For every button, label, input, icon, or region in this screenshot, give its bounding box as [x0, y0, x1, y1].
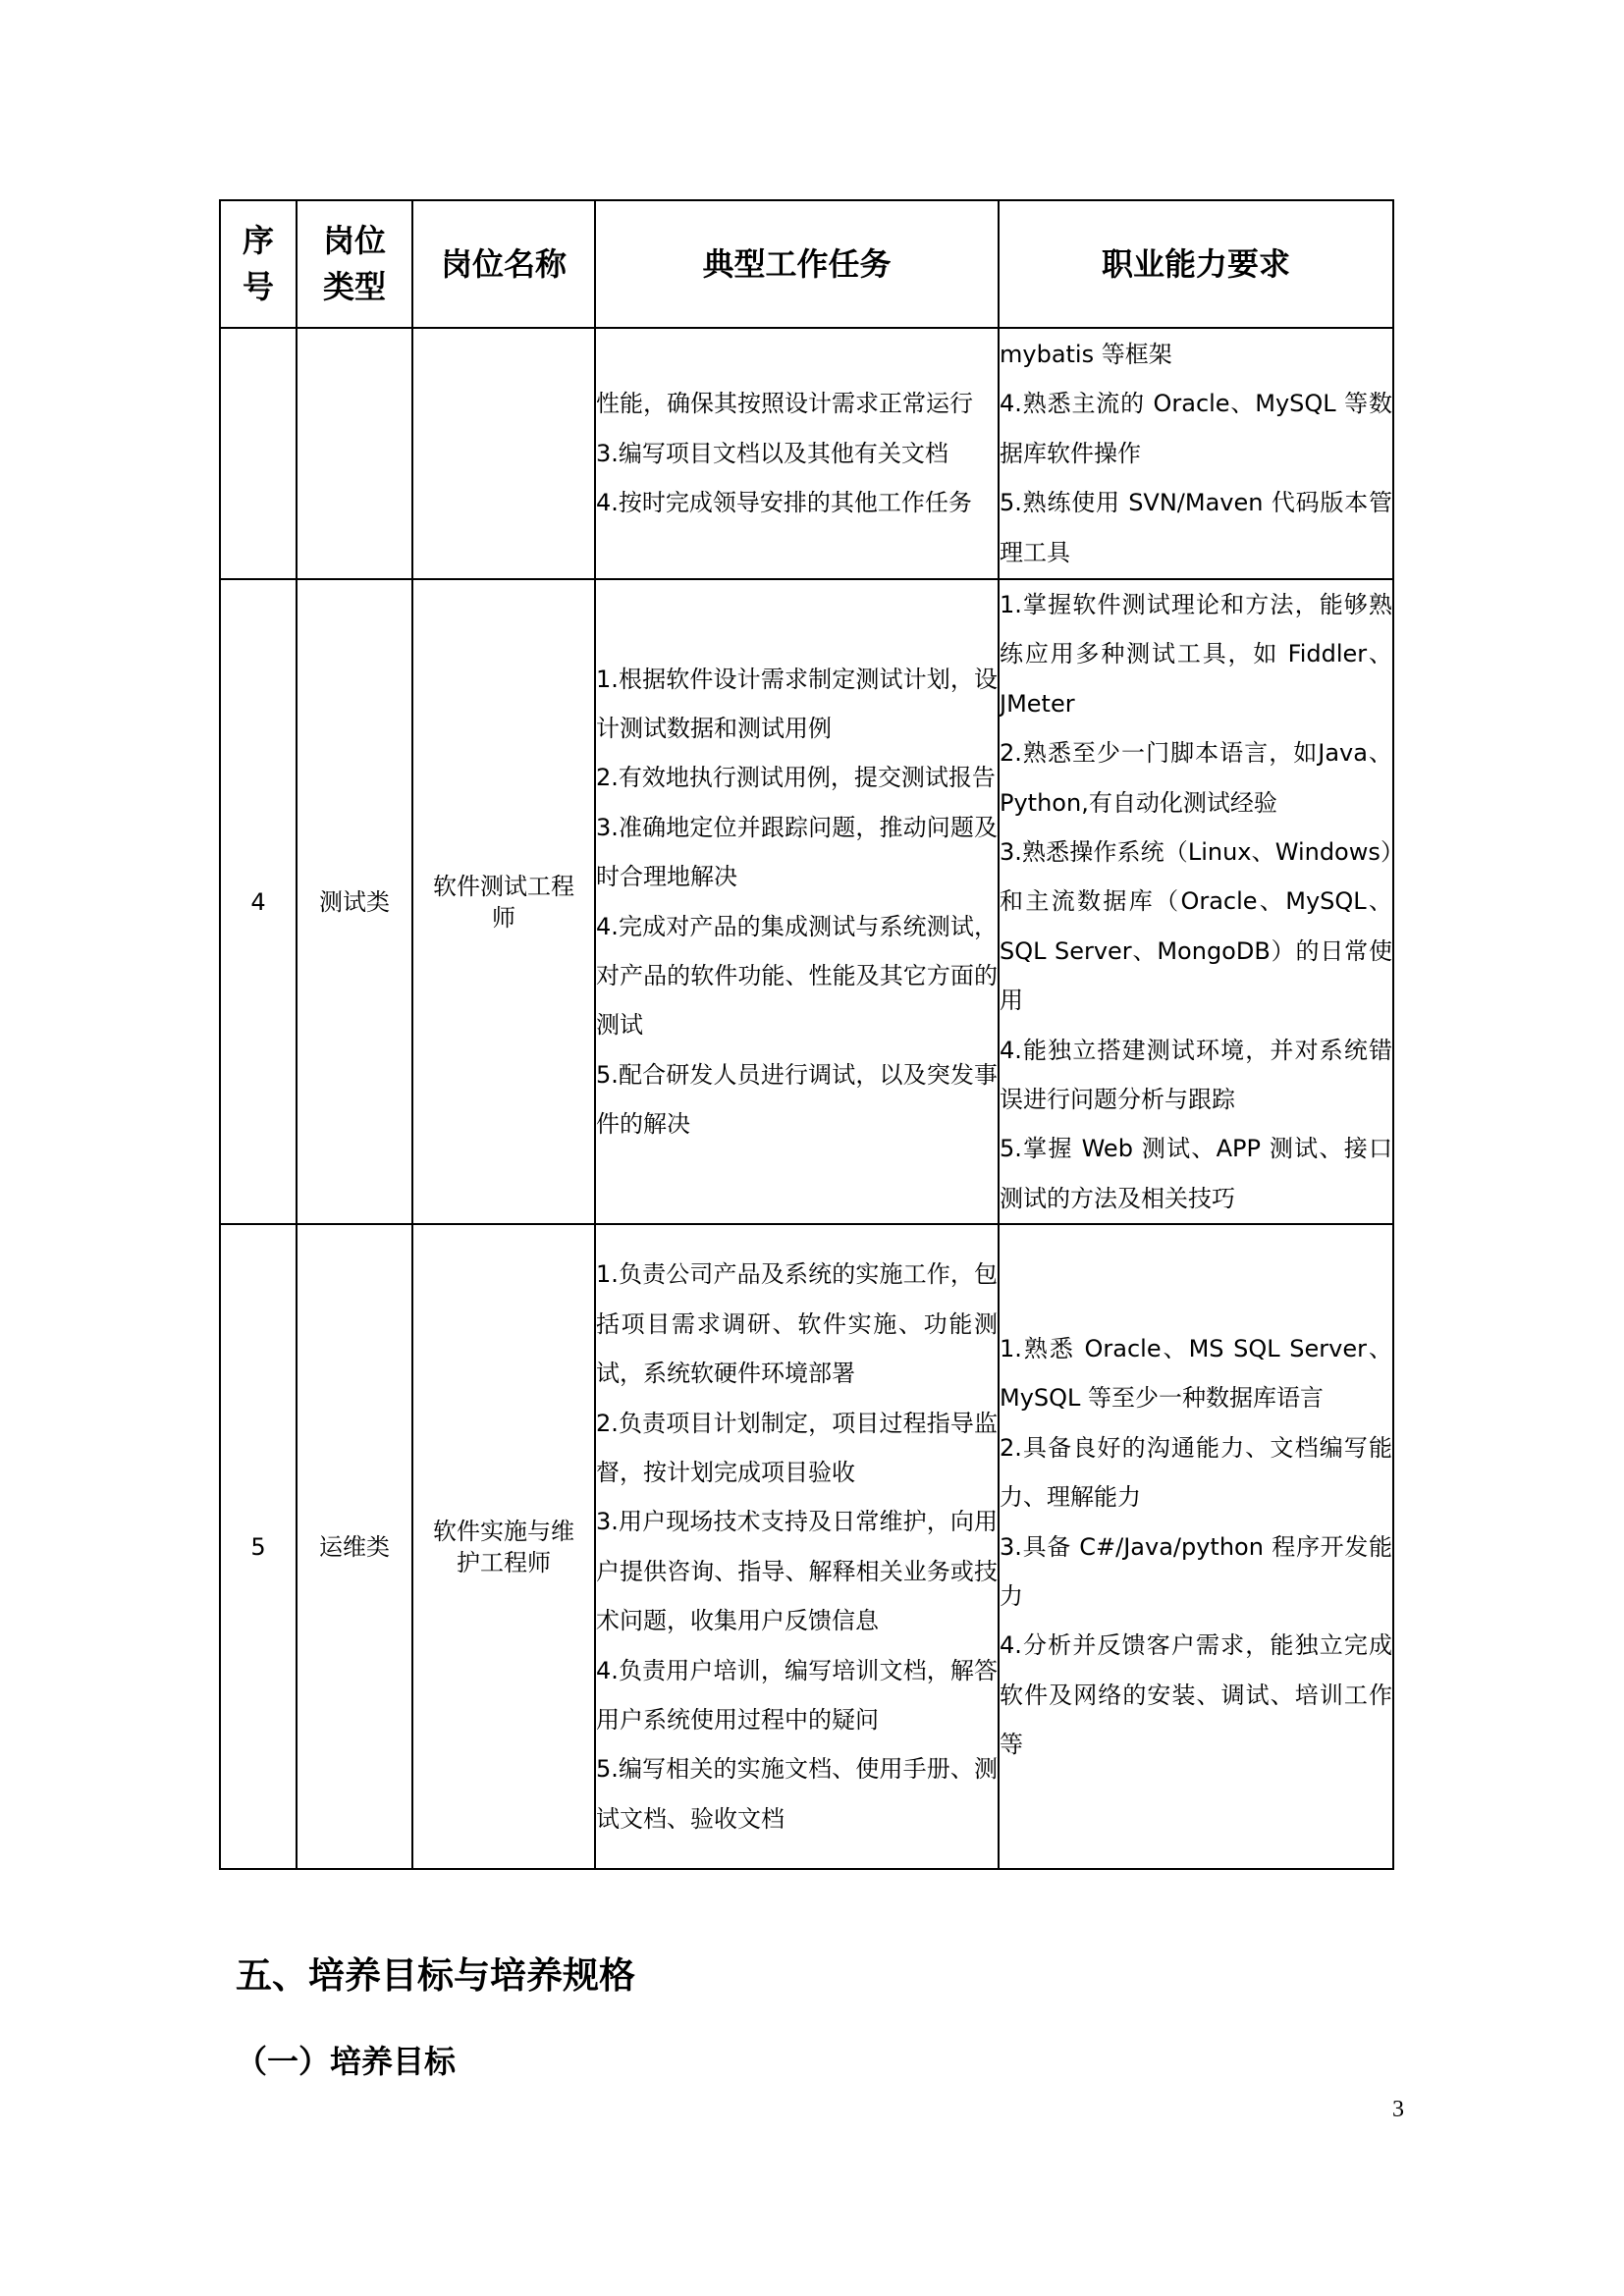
task-item: 性能，确保其按照设计需求正常运行	[596, 390, 973, 418]
row-category	[297, 328, 412, 579]
row-post: 软件实施与维护工程师	[412, 1224, 595, 1869]
ability-item: 2.熟悉至少一门脚本语言，如Java、Python,有自动化测试经验	[1000, 739, 1392, 817]
row-no	[220, 328, 297, 579]
table-row	[220, 579, 1393, 1224]
header-abilities: 职业能力要求	[999, 200, 1393, 328]
row-post: 软件测试工程师	[412, 579, 595, 1224]
task-item: 3.用户现场技术支持及日常维护，向用户提供咨询、指导、解释相关业务或技术问题，收集用户反馈信息	[596, 1508, 998, 1635]
header-post: 岗位名称	[412, 200, 595, 328]
ability-item: 4.能独立搭建测试环境，并对系统错误进行问题分析与跟踪	[1000, 1036, 1392, 1114]
task-item: 1.根据软件设计需求制定测试计划，设计测试数据和测试用例	[596, 665, 998, 743]
ability-item: 3.具备 C#/Java/python 程序开发能力	[1000, 1532, 1392, 1610]
task-item: 5.配合研发人员进行调试，以及突发事件的解决	[596, 1060, 998, 1139]
row-category: 测试类	[297, 579, 412, 1224]
ability-item: 1.熟悉 Oracle、MS SQL Server、MySQL 等至少一种数据库语言	[1000, 1334, 1392, 1413]
row-abilities	[999, 1224, 1393, 1869]
table-row	[220, 1224, 1393, 1869]
subsection-title: （一）培养目标	[236, 2043, 457, 2080]
ability-item: 4.熟悉主流的 Oracle、MySQL 等数据库软件操作	[1000, 390, 1392, 467]
header-tasks: 典型工作任务	[595, 200, 999, 328]
task-item: 4.按时完成领导安排的其他工作任务	[596, 489, 972, 517]
task-item: 2.负责项目计划制定，项目过程指导监督，按计划完成项目验收	[596, 1409, 998, 1486]
ability-item: mybatis 等框架	[1000, 340, 1172, 368]
ability-item: 3.熟悉操作系统（Linux、Windows）和主流数据库（Oracle、MySQL、SQL Server、MongoDB）的日常使用	[1000, 838, 1392, 1015]
row-tasks	[595, 1224, 999, 1869]
row-abilities	[999, 328, 1393, 579]
page-number: 3	[1392, 2097, 1404, 2122]
section-title: 五、培养目标与培养规格	[236, 1954, 635, 1997]
row-tasks	[595, 579, 999, 1224]
row-category: 运维类	[297, 1224, 412, 1869]
row-tasks	[595, 328, 999, 579]
ability-item: 1.掌握软件测试理论和方法，能够熟练应用多种测试工具，如 Fiddler、JMeter	[1000, 591, 1392, 718]
ability-item: 5.掌握 Web 测试、APP 测试、接口测试的方法及相关技巧	[1000, 1135, 1392, 1212]
header-no: 序号	[220, 200, 297, 328]
ability-item: 5.熟练使用 SVN/Maven 代码版本管理工具	[1000, 489, 1392, 566]
table-row	[220, 328, 1393, 579]
task-item: 1.负责公司产品及系统的实施工作，包括项目需求调研、软件实施、功能测试，系统软硬件环境部署	[596, 1260, 998, 1388]
task-item: 4.完成对产品的集成测试与系统测试，对产品的软件功能、性能及其它方面的测试	[596, 912, 998, 1040]
task-item: 3.编写项目文档以及其他有关文档	[596, 439, 948, 467]
ability-item: 4.分析并反馈客户需求，能独立完成软件及网络的安装、调试、培训工作等	[1000, 1631, 1392, 1759]
ability-item: 2.具备良好的沟通能力、文档编写能力、理解能力	[1000, 1433, 1392, 1512]
task-item: 5.编写相关的实施文档、使用手册、测试文档、验收文档	[596, 1755, 998, 1833]
task-item: 4.负责用户培训，编写培训文档，解答用户系统使用过程中的疑问	[596, 1656, 998, 1734]
header-category: 岗位类型	[297, 200, 412, 328]
task-item: 2.有效地执行测试用例，提交测试报告	[596, 764, 996, 792]
row-abilities	[999, 579, 1393, 1224]
job-requirements-table	[219, 199, 1394, 1870]
table-header-row	[220, 200, 1393, 328]
row-post	[412, 328, 595, 579]
row-no: 4	[220, 579, 297, 1224]
task-item: 3.准确地定位并跟踪问题，推动问题及时合理地解决	[596, 813, 998, 891]
row-no: 5	[220, 1224, 297, 1869]
